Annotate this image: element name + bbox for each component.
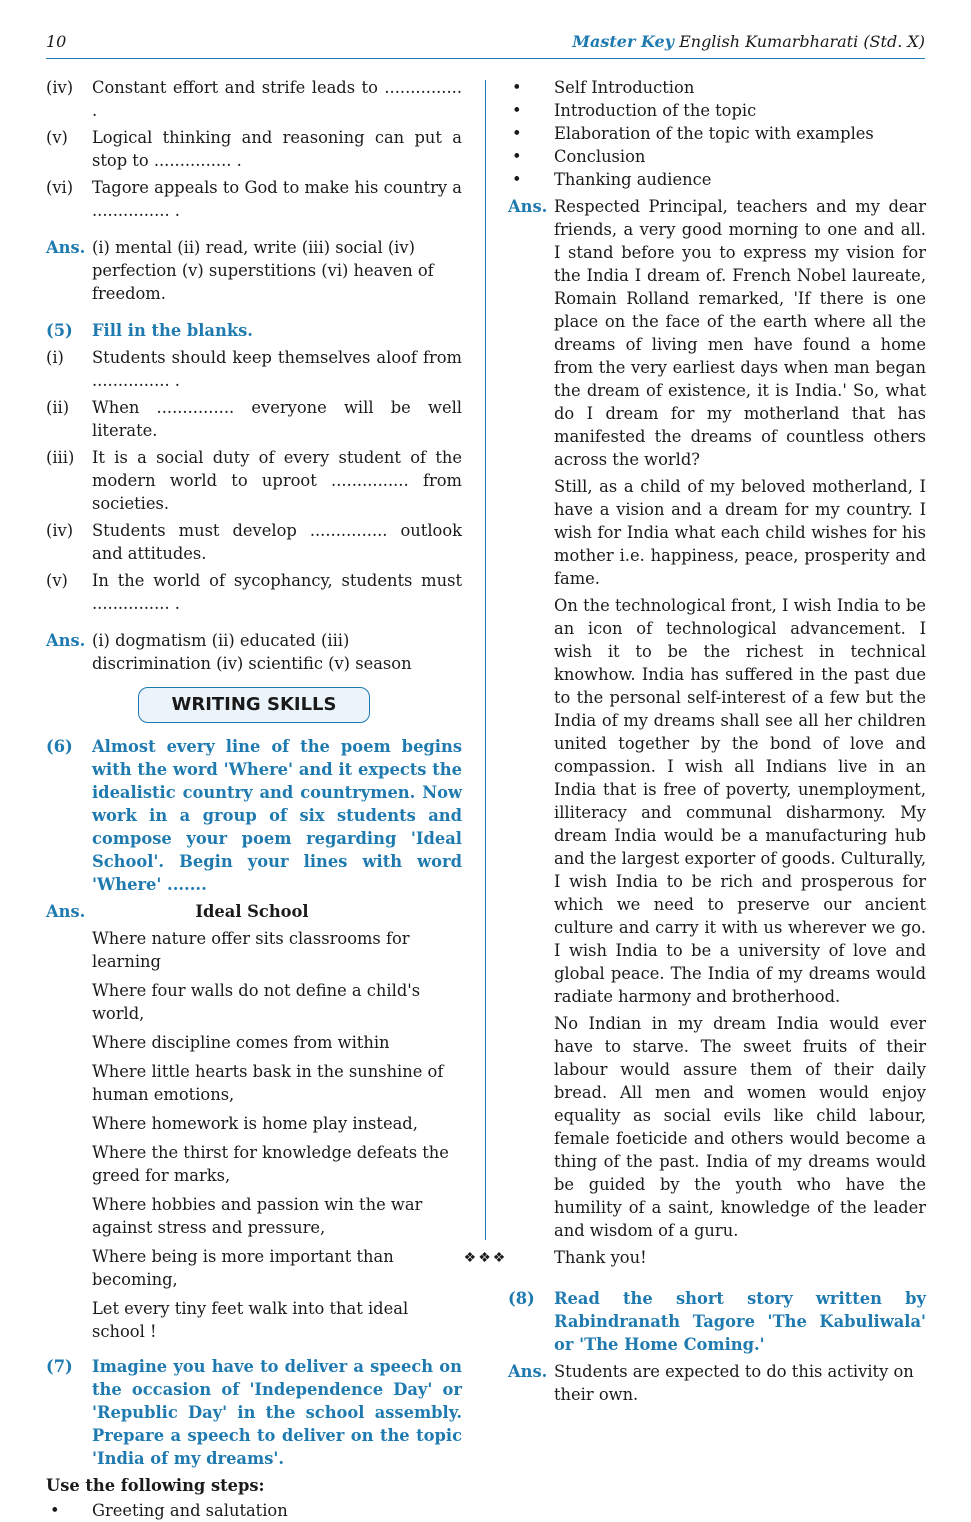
- q5-item: [46, 346, 462, 392]
- answer-text: (i) mental (ii) read, write (iii) social (iv) perfection (v) superstitions (vi) heaven of freedom.: [92, 238, 434, 303]
- q8-answer: [508, 1360, 926, 1406]
- answer-text: (i) dogmatism (ii) educated (iii) discrimination (iv) scientific (v) season: [92, 631, 412, 673]
- question-number: (6): [46, 737, 73, 756]
- answer-label: Ans.: [508, 197, 548, 216]
- speech: [554, 195, 926, 1273]
- book-title: English Kumarbharati (Std. X): [679, 32, 925, 51]
- question-number: (5): [46, 321, 73, 340]
- steps-heading: Use the following steps:: [46, 1476, 265, 1495]
- q7-question: [46, 1355, 462, 1470]
- poem: [46, 927, 462, 1345]
- poem-line: Where being is more important than becoming,: [92, 1247, 394, 1289]
- brand-name: Master Key: [572, 32, 674, 51]
- item-number: (iii): [46, 448, 75, 467]
- speech-paragraph: Still, as a child of my beloved motherland, I have a vision and a dream for my country. I wish for India what each child wishes for his mother i.e. happiness, peace, prosperity and fame.: [554, 477, 926, 588]
- poem-line: Where hobbies and passion win the war against stress and pressure,: [92, 1195, 423, 1237]
- q6-question: [46, 735, 462, 896]
- item-number: (iv): [46, 78, 74, 97]
- q7-answer: [508, 195, 926, 1273]
- item-number: (v): [46, 571, 68, 590]
- question-number: (8): [508, 1289, 535, 1308]
- page-number: 10: [46, 32, 67, 51]
- question-title: Fill in the blanks.: [92, 321, 253, 340]
- step-item: • Conclusion: [512, 147, 646, 166]
- left-column: [46, 76, 462, 1522]
- item-text: Students should keep themselves aloof from ............... .: [92, 348, 462, 390]
- q5-answer: [46, 629, 462, 675]
- q4-item: [46, 126, 462, 172]
- poem-line: Where little hearts bask in the sunshine of human emotions,: [92, 1062, 444, 1104]
- q4-item: [46, 76, 462, 122]
- question-text: Imagine you have to deliver a speech on the occasion of 'Independence Day' or 'Republic Day' in the school assembly. Prepare a speech to deliver on the topic 'India of my dreams'.: [92, 1357, 462, 1468]
- section-title-writing-skills: WRITING SKILLS: [138, 687, 370, 723]
- q5-item: [46, 569, 462, 615]
- q4-item: [46, 176, 462, 222]
- item-text: It is a social duty of every student of the modern world to uproot ............... from societies.: [92, 448, 462, 513]
- book-brand: [572, 32, 925, 51]
- q5-item: [46, 396, 462, 442]
- step-item: • Elaboration of the topic with examples: [512, 124, 874, 143]
- item-text: When ............... everyone will be well literate.: [92, 398, 462, 440]
- q5-heading: [46, 319, 462, 342]
- poem-line: Where homework is home play instead,: [92, 1114, 418, 1133]
- q6-answer-header: [46, 900, 462, 923]
- poem-line: Where discipline comes from within: [92, 1033, 390, 1052]
- item-text: Logical thinking and reasoning can put a stop to ............... .: [92, 128, 462, 170]
- item-number: (i): [46, 348, 64, 367]
- q8-question: [508, 1287, 926, 1356]
- speech-paragraph: Respected Principal, teachers and my dear friends, a very good morning to one and all. I stand before you to express my vision for the India I dream of. French Nobel laureate, Romain Rolland remarked, 'If there is one place on the face of the earth where all the dreams of living men have found a home from the very earliest days when man began the dream of existence, it is India.' So, what do I dream for my motherland that has manifested the dreams of countless others across the world?: [554, 197, 926, 469]
- speech-paragraph: No Indian in my dream India would ever have to starve. The sweet fruits of their labour would assure them of their daily bread. All men and women would enjoy equality as social evils like child labour, female foeticide and others would become a thing of the past. India of my dreams would be guided by the youth who have the humility of a saint, knowledge of the leader and wisdom of a guru.: [554, 1014, 926, 1240]
- q4-answer: [46, 236, 462, 305]
- step-item: • Introduction of the topic: [512, 101, 757, 120]
- item-number: (vi): [46, 178, 74, 197]
- item-number: (ii): [46, 398, 70, 417]
- speech-paragraph: Thank you!: [554, 1248, 647, 1267]
- poem-line: Let every tiny feet walk into that ideal school !: [92, 1299, 409, 1341]
- question-text: Almost every line of the poem begins with the word 'Where' and it expects the idealistic country and countrymen. Now work in a group of six students and compose your poem regarding 'Ideal School'. Begin your lines with word 'Where' .......: [92, 737, 462, 894]
- item-text: Constant effort and strife leads to ............... .: [92, 78, 462, 120]
- speech-paragraph: On the technological front, I wish India to be an icon of technological advancement. I wish it to be the richest in technical knowhow. India has suffered in the past due to the personal self-interest of a few but the India of my dreams shall see all her children united together by the bond of love and compassion. I wish all Indians live in an India that is free of poverty, unemployment, illiteracy and communal disharmony. My dream India would be a manufacturing hub and the largest exporter of goods. Culturally, I wish India to be rich and prosperous for which we need to preserve our ancient culture and carry it with us wherever we go. I wish India to be a university of love and global peace. The India of my dreams would radiate harmony and brotherhood.: [554, 596, 926, 1006]
- poem-line: Where the thirst for knowledge defeats the greed for marks,: [92, 1143, 449, 1185]
- poem-line: Where nature offer sits classrooms for learning: [92, 929, 410, 971]
- item-text: Tagore appeals to God to make his country a ............... .: [92, 178, 462, 220]
- question-number: (7): [46, 1357, 73, 1376]
- question-text: Read the short story written by Rabindranath Tagore 'The Kabuliwala' or 'The Home Coming.': [554, 1289, 926, 1354]
- item-number: (iv): [46, 521, 74, 540]
- step-item: • Self Introduction: [512, 78, 695, 97]
- page-header: [46, 28, 925, 59]
- item-text: Students must develop ............... outlook and attitudes.: [92, 521, 462, 563]
- item-text: In the world of sycophancy, students must ............... .: [92, 571, 462, 613]
- footer-ornament: ❖❖❖: [463, 1250, 508, 1266]
- answer-label: Ans.: [508, 1362, 548, 1381]
- answer-label: Ans.: [46, 631, 86, 650]
- answer-label: Ans.: [46, 902, 86, 921]
- answer-text: Students are expected to do this activity on their own.: [554, 1362, 914, 1404]
- step-item: • Greeting and salutation: [50, 1501, 288, 1520]
- poem-title: Ideal School: [195, 902, 309, 921]
- answer-label: Ans.: [46, 238, 86, 257]
- poem-line: Where four walls do not define a child's world,: [92, 981, 421, 1023]
- q5-item: [46, 519, 462, 565]
- item-number: (v): [46, 128, 68, 147]
- q5-item: [46, 446, 462, 515]
- right-column: [508, 76, 926, 1410]
- column-divider: [485, 80, 486, 1240]
- step-item: • Thanking audience: [512, 170, 712, 189]
